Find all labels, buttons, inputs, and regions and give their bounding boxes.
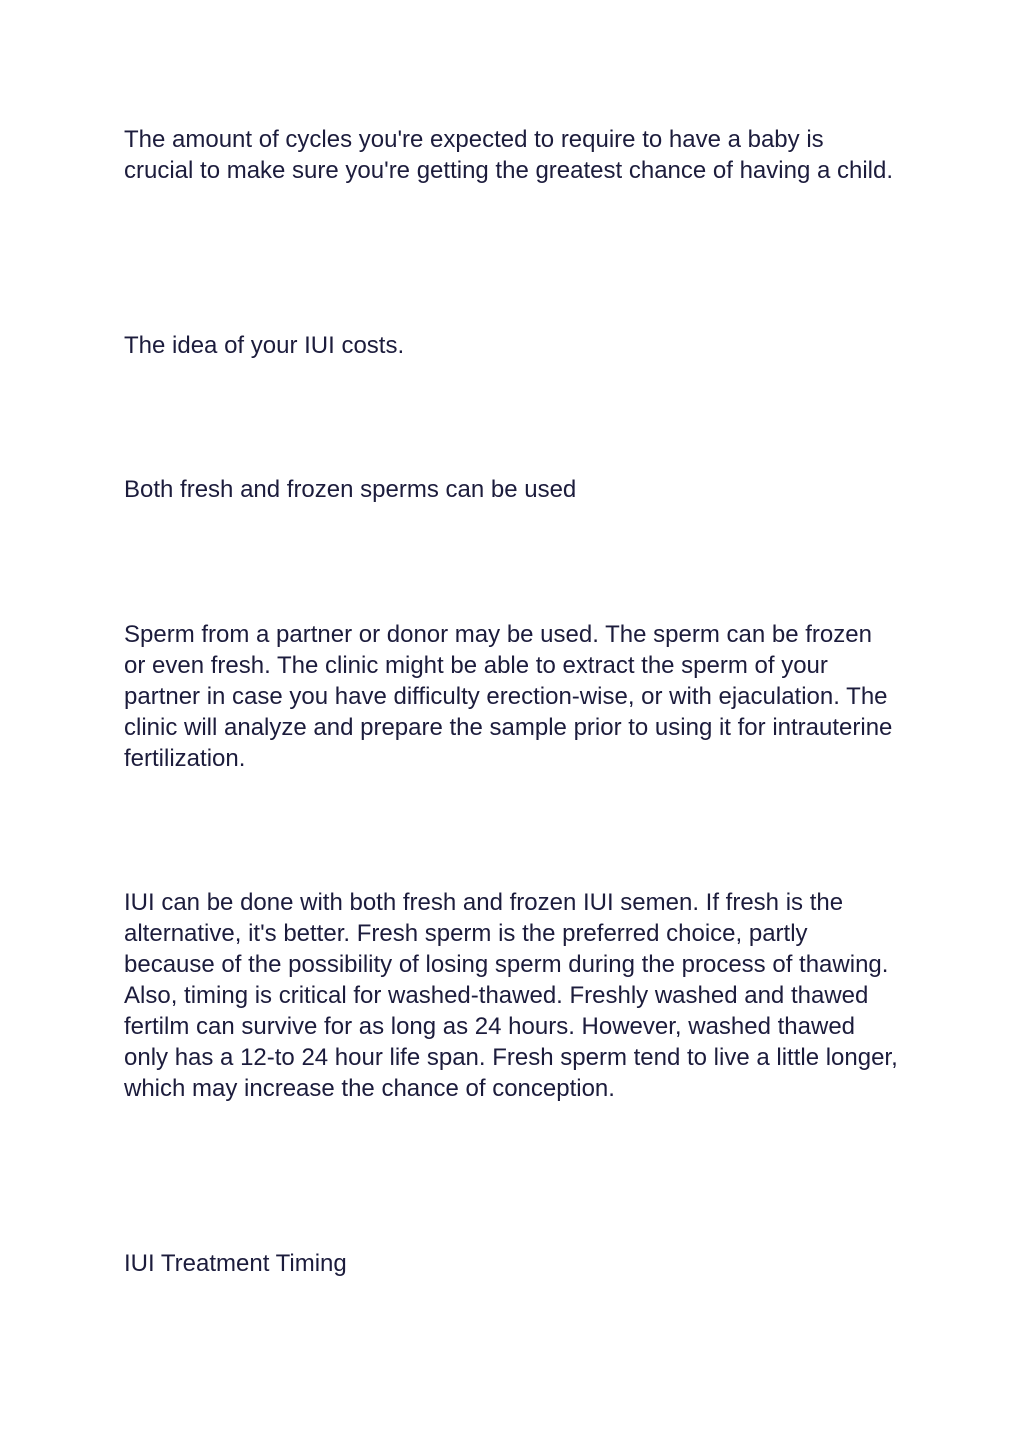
paragraph-sperm-source: Sperm from a partner or donor may be used. The sperm can be frozen or even fresh. The clinic might be able to extract the sperm of your partner in case you have difficulty erection-wise, or with ejaculation. The clinic will analyze and prepare the sample prior to using it for intrauterine fertilization. [124, 621, 893, 772]
paragraph-cycles-intro: The amount of cycles you're expected to require to have a baby is crucial to make sure you're getting the greatest chance of having a child. [124, 126, 894, 184]
paragraph-treatment-timing-heading: IUI Treatment Timing [124, 1250, 347, 1277]
paragraph-iui-costs: The idea of your IUI costs. [124, 332, 405, 359]
paragraph-fresh-vs-frozen: IUI can be done with both fresh and frozen IUI semen. If fresh is the alternative, it's better. Fresh sperm is the preferred choice, partly because of the possibility of losing sperm during the process of thawing. Also, timing is critical for washed-thawed. Freshly washed and thawed fertilm can survive for as long as 24 hours. However, washed thawed only has a 12-to 24 hour life span. Fresh sperm tend to live a little longer, which may increase the chance of conception. [124, 889, 898, 1102]
paragraph-fresh-frozen-heading: Both fresh and frozen sperms can be used [124, 476, 577, 503]
